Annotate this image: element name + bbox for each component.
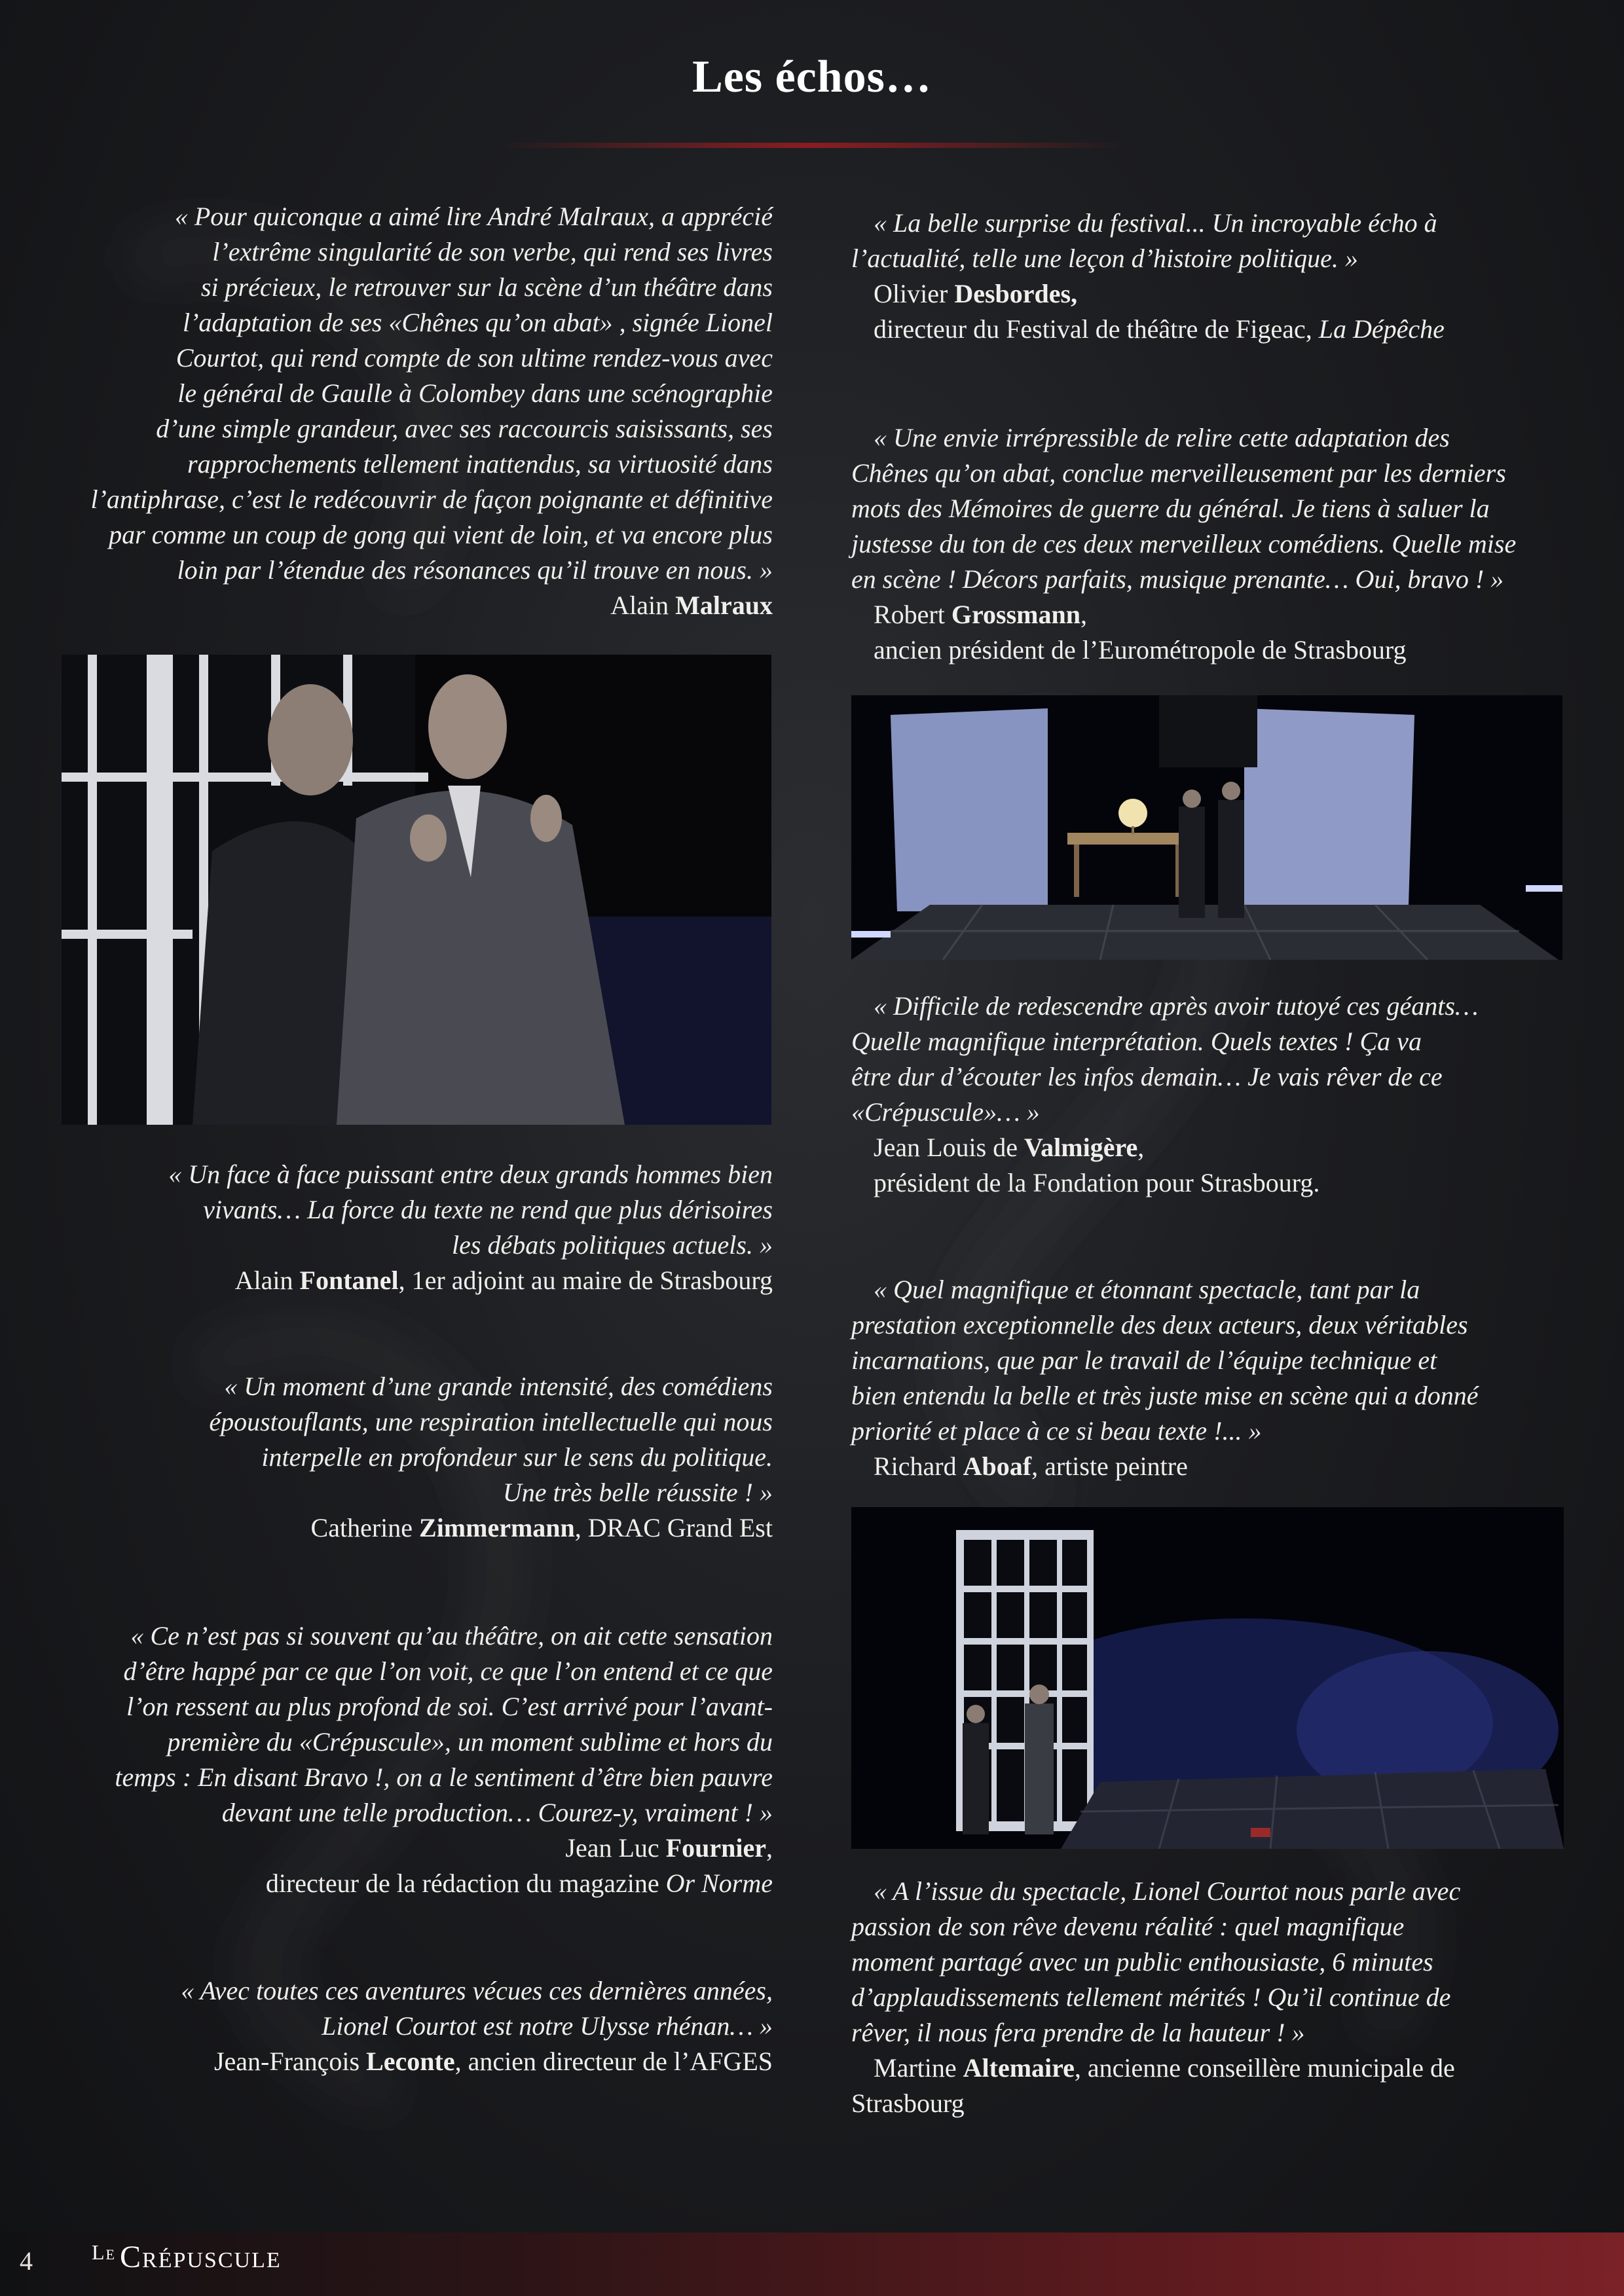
quote-aboaf — [851, 1272, 1585, 1484]
quote-text: « Une envie irrépressible de relire cette adaptation des Chênes qu’on abat, conclue merveilleusement par les derniers mots des Mémoires de guerre du général. Je tiens à saluer la justesse du ton de ces deux merveilleux comédiens. Quelle mise en scène ! Décors parfaits, musique prenante… Oui, bravo ! » — [851, 423, 1517, 594]
brand-crepuscule: Crépuscule — [120, 2240, 282, 2274]
quote-malraux — [52, 199, 773, 623]
quote-text: « Ce n’est pas si souvent qu’au théâtre, on ait cette sensation d’être happé par ce que l’on voit, ce que l’on entend et ce que l’on ressent au plus profond de soi. C’est arrivé pour l’avant- première du «Crépuscule», un moment sublime et hors du temps : En disant Bravo !, on a le sentiment d’être bien pauvre devant une telle production… Courez-y, vraiment ! » — [115, 1621, 773, 1827]
quote-author: Jean Louis de Valmigère, — [874, 1133, 1145, 1162]
quote-text: « La belle surprise du festival... Un incroyable écho à l’actualité, telle une leçon d’histoire politique. » — [851, 208, 1437, 273]
quote-fontanel — [52, 1157, 773, 1298]
quote-zimmermann — [52, 1369, 773, 1546]
quote-text: « Quel magnifique et étonnant spectacle, tant par la prestation exceptionnelle des deux acteurs, deux véritables incarnations, que par le travail de l’équipe technique et bien entendu la belle et très juste mise en scène qui a donné priorité et place à ce si beau texte !... » — [851, 1275, 1479, 1446]
quote-author-role: président de la Fondation pour Strasbourg. — [874, 1168, 1320, 1197]
quote-leconte — [52, 1973, 773, 2079]
quote-author: Jean Luc Fournier, — [565, 1833, 773, 1863]
quote-author: Robert Grossmann, — [874, 600, 1087, 629]
quote-text: « Difficile de redescendre après avoir tutoyé ces géants… Quelle magnifique interprétation. Quels textes ! Ça va être dur d’écouter les infos demain… Je vais rêver de ce «Crépuscule»… » — [851, 991, 1479, 1127]
brand-le: Le — [92, 2240, 116, 2264]
quote-author: Olivier Desbordes, — [874, 279, 1078, 308]
quote-author-role: ancien président de l’Eurométropole de Strasbourg — [874, 635, 1407, 665]
quote-text: « A l’issue du spectacle, Lionel Courtot nous parle avec passion de son rêve devenu réalité : quel magnifique moment partagé avec un public enthousiaste, 6 minutes d’applaudissements tellement mérités ! Qu’il continue de rêver, il nous fera prendre de la hauteur ! » — [851, 1876, 1461, 2047]
page-title: Les échos… — [692, 52, 932, 102]
footer-brand — [92, 2239, 282, 2275]
quote-grossmann — [851, 420, 1585, 668]
quote-altemaire — [851, 1874, 1585, 2121]
photo-stage-window — [851, 1507, 1564, 1849]
quote-desbordes — [851, 206, 1585, 347]
quote-text: « Un face à face puissant entre deux grands hommes bien vivants… La force du texte ne rend que plus dérisoires les débats politiques actuels. » — [168, 1159, 773, 1260]
quote-fournier — [52, 1618, 773, 1901]
quote-author: Richard Aboaf, artiste peintre — [874, 1451, 1188, 1481]
title-divider — [498, 143, 1126, 148]
quote-text: « Avec toutes ces aventures vécues ces dernières années, Lionel Courtot est notre Ulysse rhénan… » — [181, 1976, 773, 2041]
quote-author: Martine Altemaire, ancienne conseillère municipale de — [874, 2053, 1455, 2083]
photo-stage-desk-globe — [851, 695, 1562, 960]
quote-author-role: directeur du Festival de théâtre de Figeac, La Dépêche — [874, 314, 1445, 344]
quote-text: « Un moment d’une grande intensité, des comédiens époustouflants, une respiration intellectuelle qui nous interpelle en profondeur sur le sens du politique. Une très belle réussite ! » — [209, 1372, 773, 1507]
photo-two-actors-closeup — [62, 655, 771, 1125]
page-number: 4 — [20, 2246, 33, 2276]
quote-text: « Pour quiconque a aimé lire André Malraux, a apprécié l’extrême singularité de son verbe, qui rend ses livres si précieux, le retrouver sur la scène d’un théâtre dans l’adaptation de ses «Chênes qu’on abat» , signée Lionel Courtot, qui rend compte de son ultime rendez-vous avec le général de Gaulle à Colombey dans une scénographie d’une simple grandeur, avec ses raccourcis saisissants, ses rapprochements tellement inattendus, sa virtuosité dans l’antiphrase, c’est le redécouvrir de façon poignante et définitive par comme un coup de gong qui vient de loin, et va encore plus loin par l’étendue des résonances qu’il trouve en nous. » — [90, 202, 773, 585]
quote-author-role: Strasbourg — [851, 2088, 965, 2118]
quote-author: Alain Fontanel, 1er adjoint au maire de Strasbourg — [234, 1266, 773, 1295]
quote-author: Jean-François Leconte, ancien directeur de l’AFGES — [213, 2047, 773, 2076]
quote-author: Catherine Zimmermann, DRAC Grand Est — [310, 1513, 773, 1542]
quote-author-role: directeur de la rédaction du magazine Or Norme — [265, 1868, 773, 1898]
quote-valmigere — [851, 989, 1585, 1201]
quote-author: Alain Malraux — [610, 591, 773, 620]
